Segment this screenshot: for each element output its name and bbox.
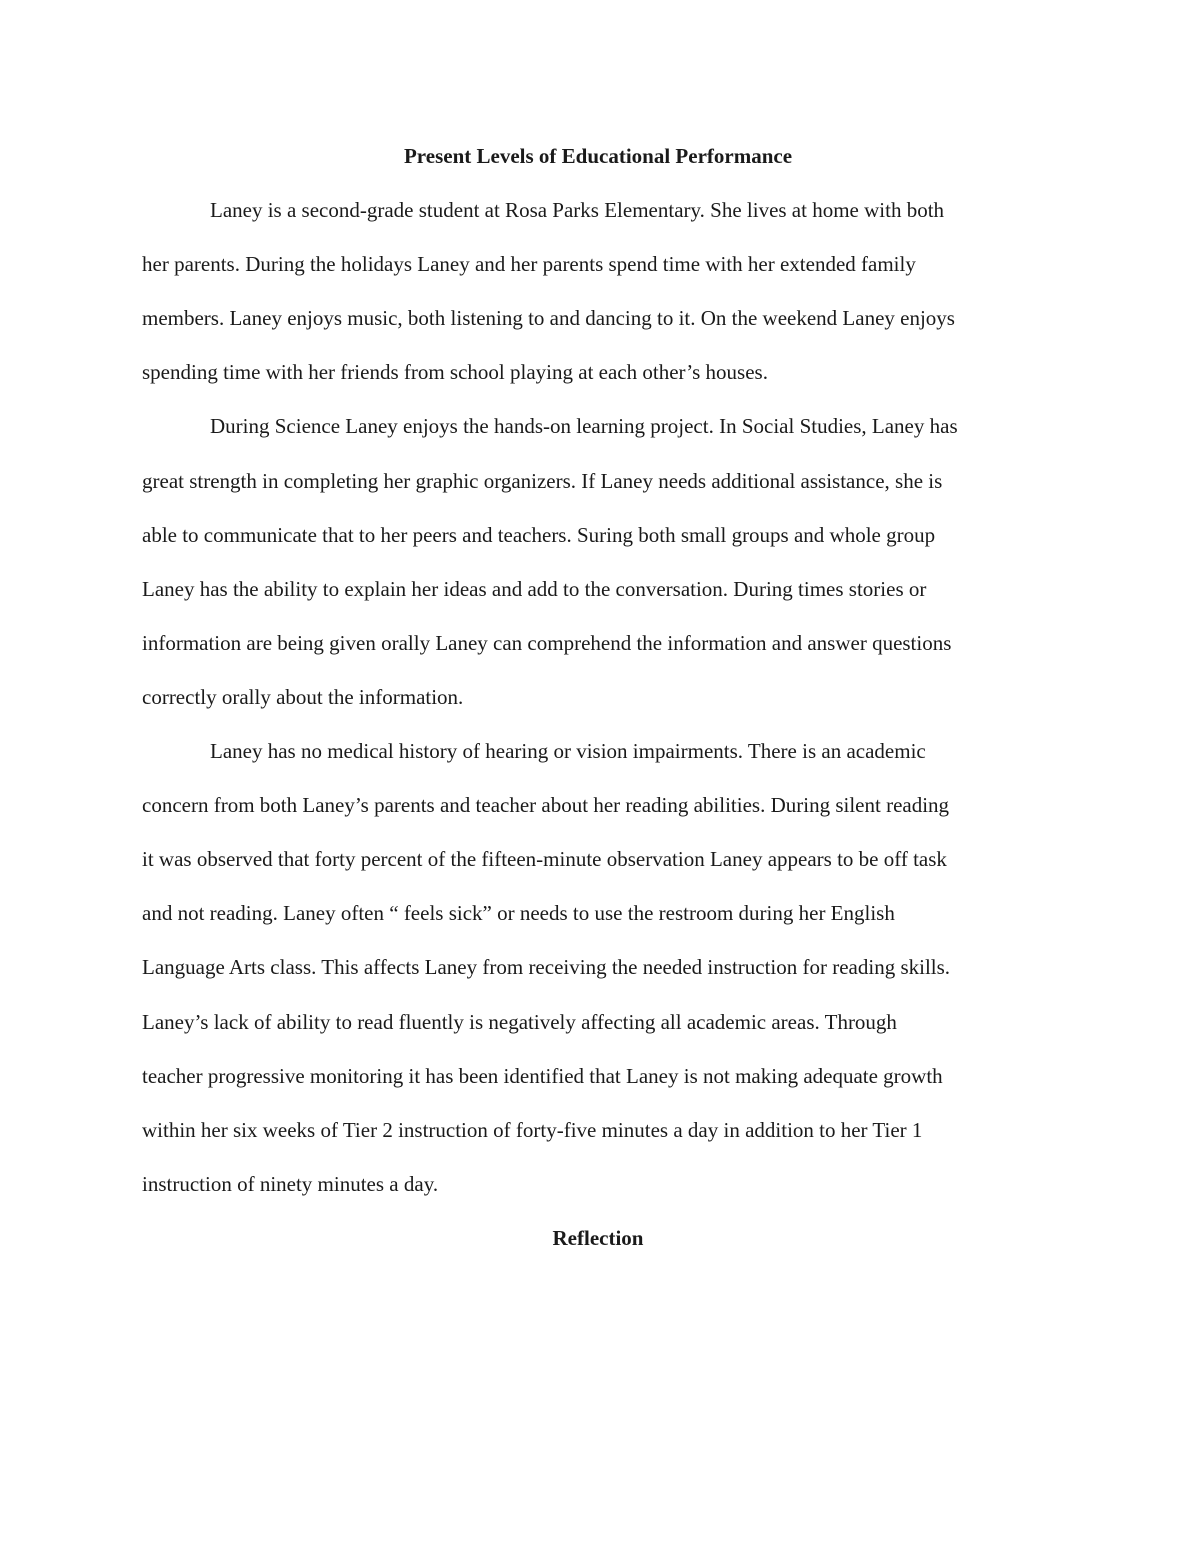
section-heading-reflection: Reflection [552, 1225, 644, 1250]
paragraph-line: it was observed that forty percent of the fifteen-minute observation Laney appears to be off task [142, 847, 947, 872]
paragraph-line: Laney’s lack of ability to read fluently is negatively affecting all academic areas. Through [142, 1009, 897, 1034]
paragraph-concerns [142, 724, 1054, 1211]
paragraph-line: Laney has the ability to explain her ideas and add to the conversation. During times stories or [142, 576, 927, 601]
paragraph-line: During Science Laney enjoys the hands-on learning project. In Social Studies, Laney has [210, 414, 958, 439]
document-body [142, 129, 1054, 1265]
paragraph-line: correctly orally about the information. [142, 684, 464, 709]
paragraph-line: great strength in completing her graphic organizers. If Laney needs additional assistance, she is [142, 468, 943, 493]
paragraph-line: concern from both Laney’s parents and teacher about her reading abilities. During silent reading [142, 793, 950, 818]
paragraph-line: Laney is a second-grade student at Rosa Parks Elementary. She lives at home with both [210, 198, 945, 223]
paragraph-line: instruction of ninety minutes a day. [142, 1171, 439, 1196]
document-title: Present Levels of Educational Performance [403, 144, 793, 168]
paragraph-line: information are being given orally Laney can comprehend the information and answer questions [142, 630, 952, 655]
paragraph-line: able to communicate that to her peers and teachers. Suring both small groups and whole group [142, 522, 936, 547]
paragraph-strengths [142, 399, 1054, 724]
paragraph-line: teacher progressive monitoring it has been identified that Laney is not making adequate growth [142, 1063, 943, 1088]
paragraph-line: Language Arts class. This affects Laney from receiving the needed instruction for reading skills. [142, 955, 951, 980]
paragraph-background [142, 183, 1054, 399]
paragraph-line: her parents. During the holidays Laney and her parents spend time with her extended family [142, 252, 916, 277]
paragraph-line: within her six weeks of Tier 2 instruction of forty-five minutes a day in addition to her Tier 1 [142, 1117, 923, 1142]
paragraph-line: spending time with her friends from school playing at each other’s houses. [142, 360, 768, 385]
paragraph-line: members. Laney enjoys music, both listening to and dancing to it. On the weekend Laney enjoys [142, 306, 955, 331]
paragraph-line: Laney has no medical history of hearing or vision impairments. There is an academic [210, 739, 926, 764]
paragraph-line: and not reading. Laney often “ feels sick” or needs to use the restroom during her English [142, 901, 895, 926]
